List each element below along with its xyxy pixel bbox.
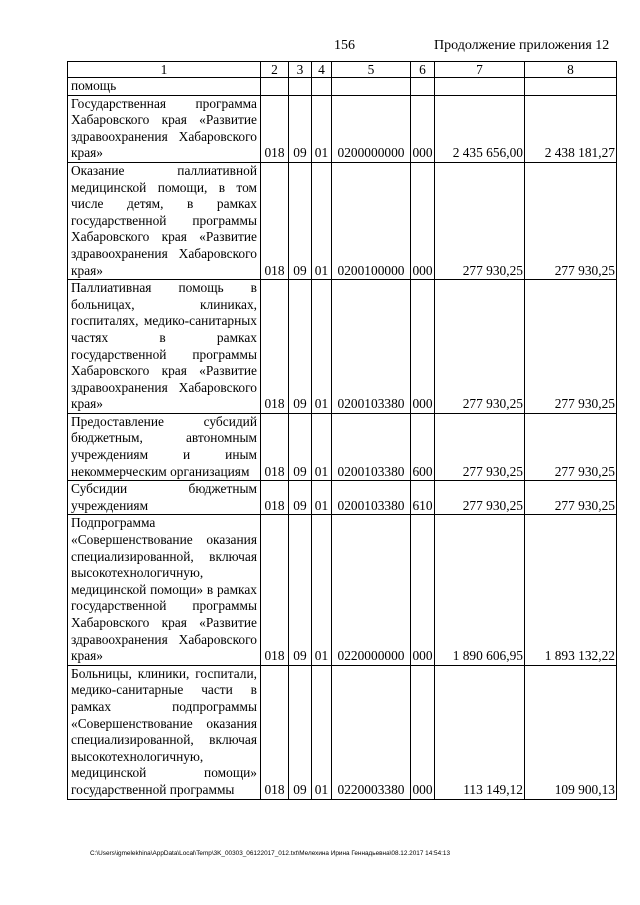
target-item-code: 0200100000 <box>332 162 411 279</box>
row-description: Подпрограмма «Совершенствование оказания специализированной, включая высокотехнологичную, медицинской помощи» в рамках государственной программы Хабаровского края «Развитие здравоохранения Хабаровского края» <box>68 515 261 665</box>
amount-col8: 277 930,25 <box>525 280 617 414</box>
expense-type-code: 000 <box>411 515 435 665</box>
target-item-code: 0200103380 <box>332 413 411 480</box>
amount-col7: 277 930,25 <box>435 413 525 480</box>
expense-type-code: 000 <box>411 162 435 279</box>
amount-col8: 1 893 132,22 <box>525 515 617 665</box>
row-description: Больницы, клиники, госпитали, медико-санитарные части в рамках подпрограммы «Совершенствование оказания специализированной, включая высокотехнологичную, медицинской помощи» государственной программы <box>68 665 261 799</box>
section-code: 09 <box>289 280 312 414</box>
column-header: 6 <box>411 62 435 78</box>
section-code: 09 <box>289 95 312 162</box>
subsection-code: 01 <box>312 95 332 162</box>
section-code: 09 <box>289 413 312 480</box>
ministry-code: 018 <box>261 95 289 162</box>
ministry-code: 018 <box>261 413 289 480</box>
ministry-code: 018 <box>261 280 289 414</box>
amount-col7 <box>435 78 525 96</box>
section-code <box>289 78 312 96</box>
amount-col7: 2 435 656,00 <box>435 95 525 162</box>
subsection-code: 01 <box>312 280 332 414</box>
column-header: 3 <box>289 62 312 78</box>
expense-type-code: 000 <box>411 280 435 414</box>
page-number: 156 <box>334 38 355 53</box>
amount-col8: 109 900,13 <box>525 665 617 799</box>
amount-col8: 2 438 181,27 <box>525 95 617 162</box>
expense-type-code: 000 <box>411 95 435 162</box>
amount-col8: 277 930,25 <box>525 481 617 515</box>
target-item-code: 0220000000 <box>332 515 411 665</box>
column-number-row <box>68 62 617 78</box>
target-item-code: 0200000000 <box>332 95 411 162</box>
column-header: 8 <box>525 62 617 78</box>
subsection-code: 01 <box>312 162 332 279</box>
ministry-code: 018 <box>261 515 289 665</box>
amount-col8: 277 930,25 <box>525 413 617 480</box>
file-path-footer: C:\Users\igmelekhina\AppData\Local\Temp\3K_00303_06122017_012.txt\Мелехина Ирина Геннадьевна\08.12.2017 14:54:13 <box>90 850 451 857</box>
section-code: 09 <box>289 515 312 665</box>
amount-col7: 1 890 606,95 <box>435 515 525 665</box>
row-description: Паллиативная помощь в больницах, клиниках, госпиталях, медико-санитарных частях в рамках государственной программы Хабаровского края «Развитие здравоохранения Хабаровского края» <box>68 280 261 414</box>
table-row <box>68 665 617 799</box>
table-row <box>68 515 617 665</box>
expense-type-code <box>411 78 435 96</box>
amount-col8: 277 930,25 <box>525 162 617 279</box>
table-row <box>68 162 617 279</box>
table-row <box>68 78 617 96</box>
row-description: помощь <box>68 78 261 96</box>
section-code: 09 <box>289 665 312 799</box>
column-header: 2 <box>261 62 289 78</box>
section-code: 09 <box>289 481 312 515</box>
row-description: Предоставление субсидий бюджетным, автономным учреждениям и иным некоммерческим организациям <box>68 413 261 480</box>
ministry-code: 018 <box>261 481 289 515</box>
expense-type-code: 000 <box>411 665 435 799</box>
row-description: Оказание паллиативной медицинской помощи, в том числе детям, в рамках государственной программы Хабаровского края «Развитие здравоохранения Хабаровского края» <box>68 162 261 279</box>
ministry-code <box>261 78 289 96</box>
column-header: 4 <box>312 62 332 78</box>
table-row <box>68 280 617 414</box>
expense-type-code: 600 <box>411 413 435 480</box>
budget-table <box>67 61 617 800</box>
row-description: Субсидии бюджетным учреждениям <box>68 481 261 515</box>
amount-col8 <box>525 78 617 96</box>
ministry-code: 018 <box>261 665 289 799</box>
column-header: 5 <box>332 62 411 78</box>
target-item-code: 0200103380 <box>332 481 411 515</box>
amount-col7: 277 930,25 <box>435 481 525 515</box>
section-code: 09 <box>289 162 312 279</box>
ministry-code: 018 <box>261 162 289 279</box>
table-row <box>68 481 617 515</box>
subsection-code: 01 <box>312 413 332 480</box>
appendix-title: Продолжение приложения 12 <box>434 38 610 53</box>
amount-col7: 277 930,25 <box>435 162 525 279</box>
column-header: 1 <box>68 62 261 78</box>
target-item-code: 0220003380 <box>332 665 411 799</box>
table-row <box>68 95 617 162</box>
amount-col7: 113 149,12 <box>435 665 525 799</box>
target-item-code: 0200103380 <box>332 280 411 414</box>
row-description: Государственная программа Хабаровского края «Развитие здравоохранения Хабаровского края» <box>68 95 261 162</box>
table-row <box>68 413 617 480</box>
subsection-code: 01 <box>312 481 332 515</box>
subsection-code: 01 <box>312 515 332 665</box>
subsection-code <box>312 78 332 96</box>
expense-type-code: 610 <box>411 481 435 515</box>
column-header: 7 <box>435 62 525 78</box>
target-item-code <box>332 78 411 96</box>
amount-col7: 277 930,25 <box>435 280 525 414</box>
subsection-code: 01 <box>312 665 332 799</box>
